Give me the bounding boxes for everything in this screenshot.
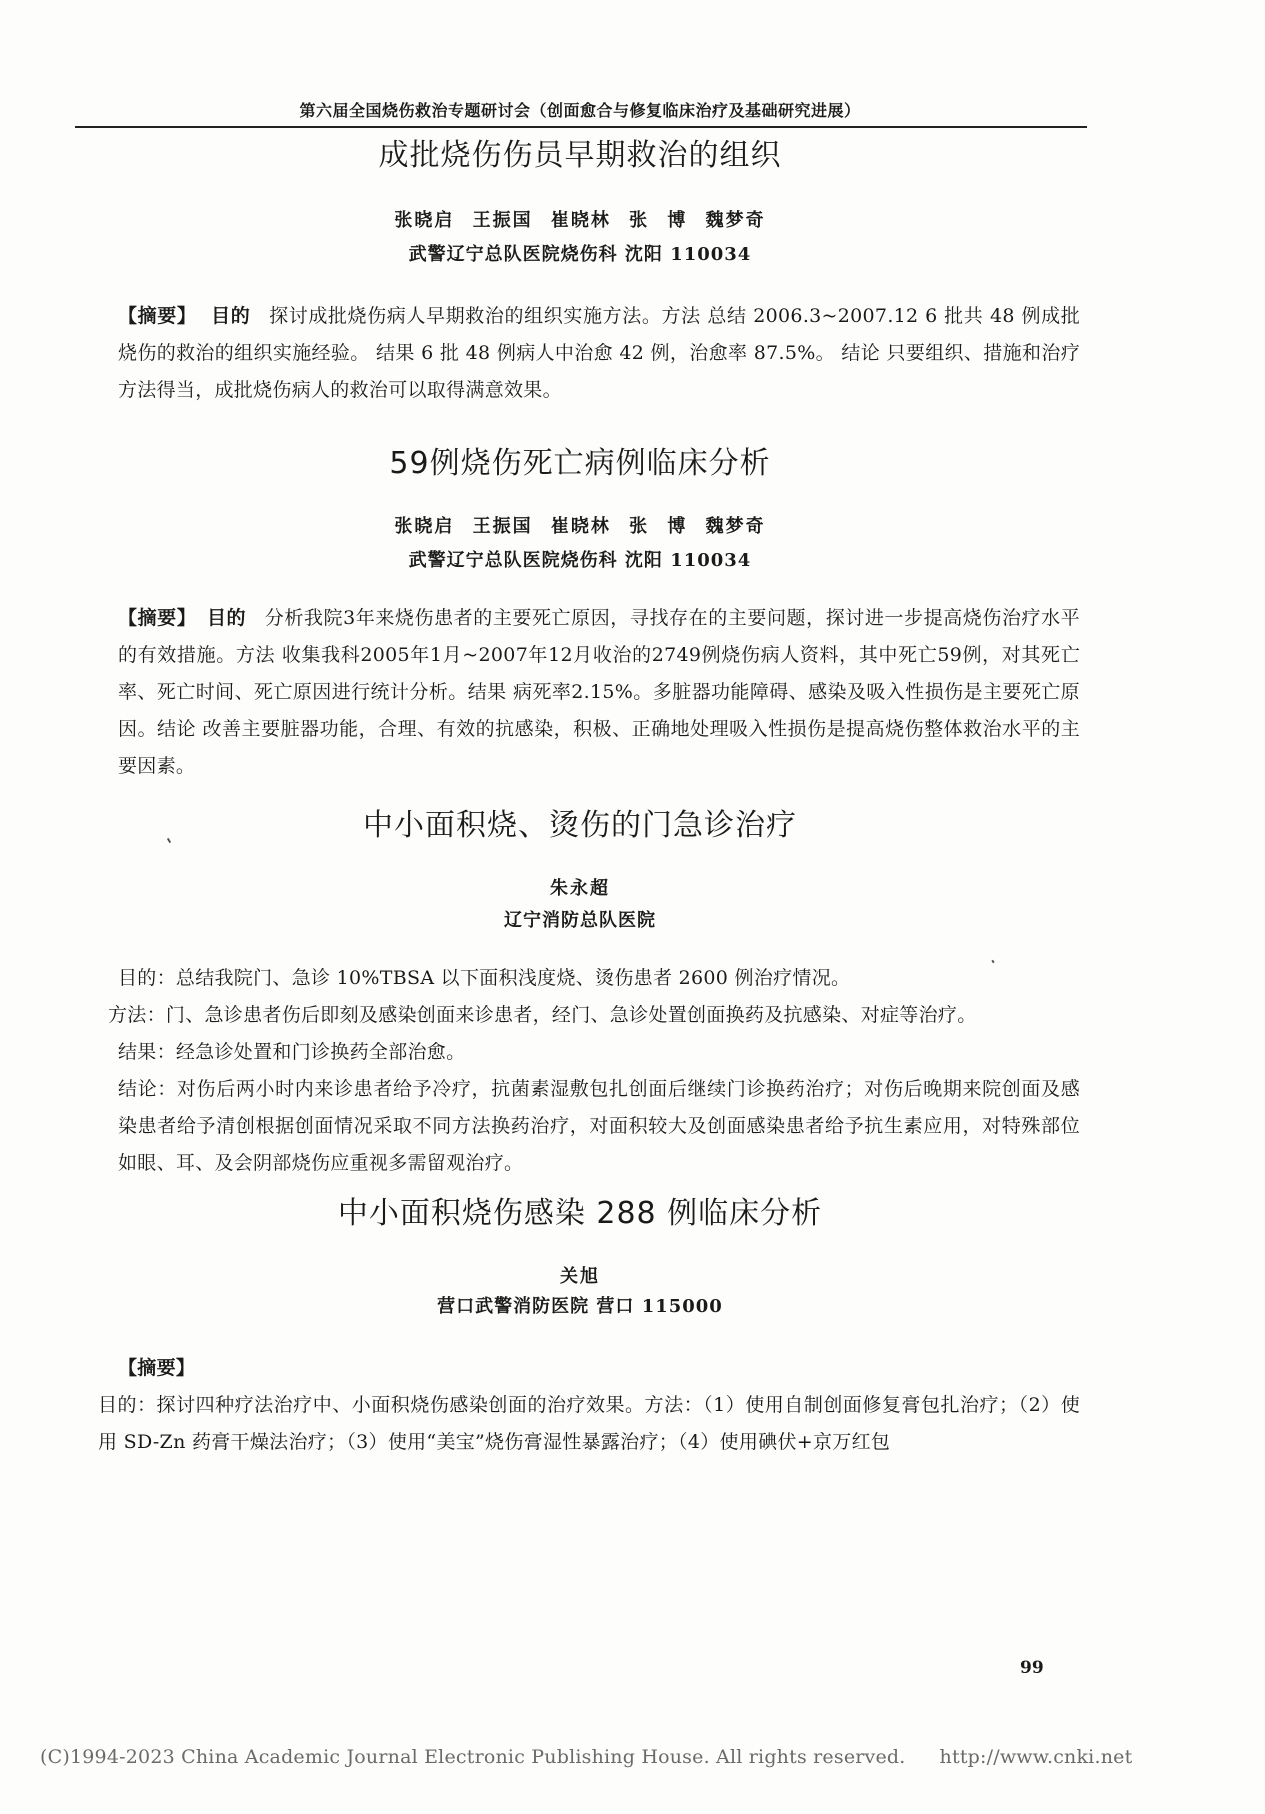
aim-label: 目的 [206, 607, 247, 629]
header-rule [75, 126, 1087, 128]
article-4-title: 中小面积烧伤感染 288 例临床分析 [337, 1196, 823, 1231]
result-paragraph: 结果：经急诊处置和门诊换药全部治愈。 [118, 1041, 466, 1063]
article-3-affiliation: 辽宁消防总队医院 [504, 910, 656, 931]
article-3-authors: 朱永超 [550, 878, 610, 899]
article-2-affiliation: 武警辽宁总队医院烧伤科 沈阳 110034 [408, 550, 752, 571]
article-4-abstract [98, 1350, 1080, 1461]
article-1-abstract [118, 298, 1080, 409]
aim-paragraph: 目的：总结我院门、急诊 10%TBSA 以下面积浅度烧、烫伤患者 2600 例治疗情况。 [118, 967, 851, 989]
method-paragraph: 方法：门、急诊患者伤后即刻及感染创面来诊患者，经门、急诊处置创面换药及抗感染、对症等治疗。 [108, 1004, 977, 1026]
copyright-notice [40, 1746, 1240, 1768]
article-2-abstract [118, 600, 1080, 785]
article-1-title: 成批烧伤伤员早期救治的组织 [378, 138, 782, 173]
conclusion-paragraph: 结论：对伤后两小时内来诊患者给予冷疗，抗菌素湿敷包扎创面后继续门诊换药治疗；对伤后晚期来院创面及感染患者给予清创根据创面情况采取不同方法换药治疗，对面积较大及创面感染患者给予抗生素应用，对特殊部位如眼、耳、及会阴部烧伤应重视多需留观治疗。 [118, 1078, 1080, 1174]
article-1-affiliation: 武警辽宁总队医院烧伤科 沈阳 110034 [408, 244, 752, 265]
page-number: 99 [1020, 1658, 1044, 1678]
article-2-title: 59例烧伤死亡病例临床分析 [389, 446, 771, 481]
abstract-body: 探讨成批烧伤病人早期救治的组织实施方法。方法 总结 2006.3~2007.12 6 批共 48 例成批烧伤的救治的组织实施经验。 结果 6 批 48 例病人中治愈 42 例，治愈率 87.5%。 结论 只要组织、措施和治疗方法得当，成批烧伤病人的救治可以取得满意效果。 [118, 305, 1081, 401]
running-header: 第六届全国烧伤救治专题研讨会（创面愈合与修复临床治疗及基础研究进展） [299, 101, 861, 120]
article-4-affiliation: 营口武警消防医院 营口 115000 [437, 1296, 723, 1317]
abstract-label: 【摘要】 [118, 607, 197, 629]
article-1-authors: 张晓启 王振国 崔晓林 张 博 魏梦奇 [394, 210, 766, 231]
article-4-authors: 关旭 [560, 1266, 600, 1287]
cnki-url: http://www.cnki.net [939, 1746, 1133, 1768]
abstract-label: 【摘要】 [118, 305, 197, 327]
abstract-body: 分析我院3年来烧伤患者的主要死亡原因，寻找存在的主要问题，探讨进一步提高烧伤治疗水平的有效措施。方法 收集我科2005年1月~2007年12月收治的2749例烧伤病人资料，其中死亡59例，对其死亡率、死亡时间、死亡原因进行统计分析。结果 病死率2.15%。多脏器功能障碍、感染及吸入性损伤是主要死亡原因。结论 改善主要脏器功能，合理、有效的抗感染，积极、正确地处理吸入性损伤是提高烧伤整体救治水平的主要因素。 [118, 607, 1080, 777]
article-3-abstract [108, 960, 1080, 1182]
article-3-title: 中小面积烧、烫伤的门急诊治疗 [363, 808, 797, 843]
abstract-label: 【摘要】 [118, 1357, 196, 1379]
article-2-authors: 张晓启 王振国 崔晓林 张 博 魏梦奇 [394, 516, 766, 537]
aim-label: 目的 [211, 305, 251, 327]
copyright-text: (C)1994-2023 China Academic Journal Electronic Publishing House. All rights reserved. [40, 1746, 906, 1768]
abstract-body: 目的：探讨四种疗法治疗中、小面积烧伤感染创面的治疗效果。方法：（1）使用自制创面修复膏包扎治疗；（2）使用 SD-Zn 药膏干燥法治疗；（3）使用“美宝”烧伤膏湿性暴露治疗；（4）使用碘伏+京万红包 [98, 1394, 1080, 1453]
